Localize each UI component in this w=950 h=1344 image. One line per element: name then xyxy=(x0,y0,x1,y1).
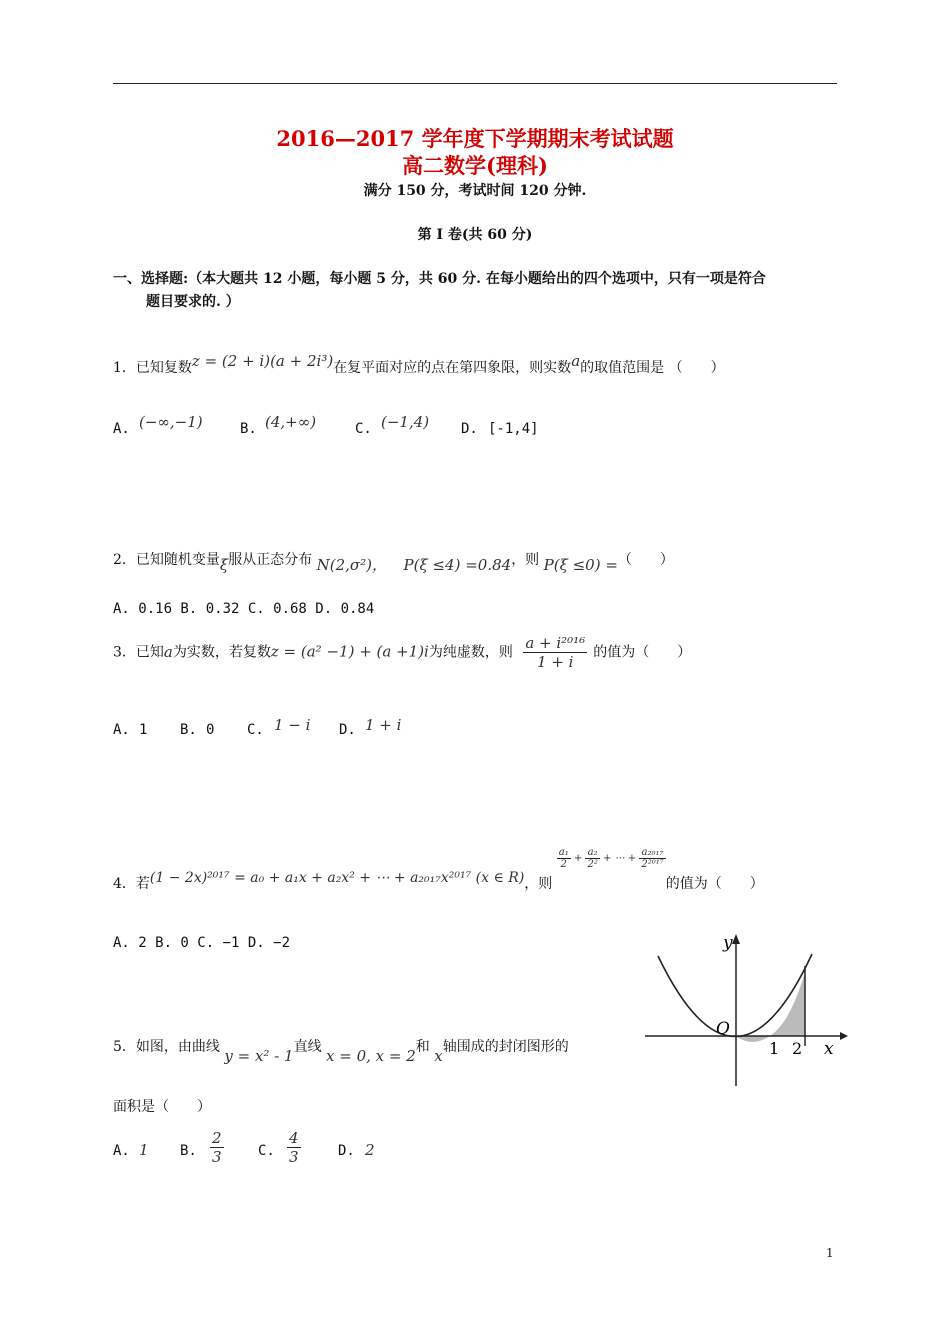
q3-option-c: 1 − i xyxy=(274,716,311,734)
q2-suffix: （ ） xyxy=(617,552,674,568)
q5-option-b: $\frac{2}{3}$ xyxy=(212,1129,222,1166)
q1-option-a: (−∞,−1) xyxy=(139,413,203,431)
q3-option-b: 0 xyxy=(206,722,215,738)
q4-middle: ，则 xyxy=(524,876,553,892)
q3-formula: z = (a² −1) + (a +1)i xyxy=(270,642,429,661)
q1-option-c-label: C. xyxy=(355,421,372,437)
question-5 xyxy=(113,1036,569,1065)
shaded-region-below-axis xyxy=(736,1036,770,1042)
question-3 xyxy=(113,634,691,671)
exam-subtitle: 高二数学(理科) xyxy=(402,153,548,178)
q2-prefix: 2．已知随机变量 xyxy=(113,552,220,568)
q3-option-a-label: A. xyxy=(113,722,130,738)
q2-formula-normal: N(2,σ²)， xyxy=(316,556,388,574)
y-axis-arrow xyxy=(732,934,740,944)
q3-fraction xyxy=(523,634,587,671)
q2-middle2: ，则 xyxy=(511,552,540,568)
q3-option-d: 1 + i xyxy=(365,716,402,734)
q3-option-a: 1 xyxy=(139,722,148,738)
q5-option-b-label: B. xyxy=(180,1143,197,1159)
q2-var: ξ xyxy=(219,556,229,574)
q3-frac-num: a + i²⁰¹⁶ xyxy=(525,634,586,652)
q5-var: x xyxy=(434,1047,443,1065)
q4-prefix: 4．若 xyxy=(113,876,150,892)
graph-x-label: x xyxy=(824,1039,834,1059)
q2-formula-target: P(ξ ≤0) = xyxy=(543,556,618,574)
q2-formula-prob: P(ξ ≤4) =0.84 xyxy=(403,556,512,574)
question-2 xyxy=(113,548,674,574)
q3-frac-den: 1 + i xyxy=(537,653,574,671)
q3-option-b-label: B. xyxy=(180,722,197,738)
graph-tick-2: 2 xyxy=(792,1039,803,1058)
q1-middle: 在复平面对应的点在第四象限，则实数 xyxy=(333,360,572,376)
q5-middle2: 和 xyxy=(415,1039,430,1055)
q1-suffix: 的取值范围是 （ ） xyxy=(580,360,725,376)
q5-graph xyxy=(640,928,850,1093)
section-heading: 一、选择题:（本大题共 12 小题，每小题 5 分，共 60 分. 在每小题给出的四个选项中，只有一项是符合 xyxy=(113,271,766,287)
section-heading-cont: 题目要求的. ） xyxy=(146,294,240,310)
q1-prefix: 1．已知复数 xyxy=(113,360,192,376)
q2-middle: 服从正态分布 xyxy=(228,552,313,568)
header-rule xyxy=(113,83,837,84)
page-number: 1 xyxy=(826,1246,834,1260)
q5-option-c: $\frac{4}{3}$ xyxy=(289,1129,299,1166)
exam-title: 2016—2017 学年度下学期期末考试试题 xyxy=(276,126,674,151)
q1-var: a xyxy=(571,352,581,370)
q5-prefix: 5．如图，由曲线 xyxy=(113,1039,220,1055)
graph-y-label: y xyxy=(723,933,733,953)
q3-option-d-label: D. xyxy=(339,722,356,738)
q5-formula-lines: x = 0, x = 2 xyxy=(326,1047,416,1065)
q5-option-a: 1 xyxy=(139,1141,149,1159)
q2-options: A. 0.16 B. 0.32 C. 0.68 D. 0.84 xyxy=(113,601,375,617)
q5-formula-curve: y = x² - 1 xyxy=(224,1047,294,1065)
q3-prefix: 3．已知 xyxy=(113,644,164,661)
exam-info: 满分 150 分，考试时间 120 分钟. xyxy=(363,183,587,199)
part-title: 第 I 卷(共 60 分) xyxy=(417,227,533,243)
q4-formula: (1 − 2x)²⁰¹⁷ = a₀ + a₁x + a₂x² + ⋯ + a₂₀₁₇x²⁰¹⁷ (x ∈ R) xyxy=(149,870,525,886)
q3-option-c-label: C. xyxy=(247,722,264,738)
q4-suffix: 的值为（ ） xyxy=(665,876,764,892)
q3-var: a xyxy=(163,642,173,661)
q4-options: A. 2 B. 0 C. −1 D. −2 xyxy=(113,935,291,951)
q1-option-a-label: A. xyxy=(113,421,130,437)
q4-sum: $\frac{\text{a₁}}{2}$ + $\frac{\text{a₂}}{\text{2²}}$ + ⋯ + $\frac{\text{a₂₀₁₇}}{\text{2²⁰¹⁷}}$ xyxy=(558,847,664,870)
q1-formula: z = (2 + i)(a + 2i³) xyxy=(191,352,334,370)
q3-suffix: 的值为（ ） xyxy=(593,644,692,661)
q5-option-a-label: A. xyxy=(113,1143,130,1159)
q5-middle: 直线 xyxy=(293,1039,322,1055)
x-axis-arrow xyxy=(840,1032,848,1040)
q1-option-b: (4,+∞) xyxy=(265,413,317,431)
q1-option-d: [-1,4] xyxy=(488,421,539,437)
q5-option-d-label: D. xyxy=(338,1143,355,1159)
question-1 xyxy=(113,352,725,377)
q3-middle: 为实数，若复数 xyxy=(172,644,271,661)
graph-tick-1: 1 xyxy=(769,1039,780,1058)
q3-middle2: 为纯虚数，则 xyxy=(428,644,513,661)
q5-option-c-label: C. xyxy=(258,1143,275,1159)
graph-origin-label: O xyxy=(716,1019,730,1039)
question-4 xyxy=(113,847,764,892)
shaded-region-above-axis xyxy=(770,972,805,1036)
q1-option-b-label: B. xyxy=(240,421,257,437)
q1-option-c: (−1,4) xyxy=(381,413,430,431)
q5-option-d: 2 xyxy=(365,1141,375,1159)
q5-suffix: 轴围成的封闭图形的 xyxy=(442,1039,569,1055)
q5-line2: 面积是（ ） xyxy=(113,1099,211,1115)
q1-option-d-label: D. xyxy=(461,421,478,437)
